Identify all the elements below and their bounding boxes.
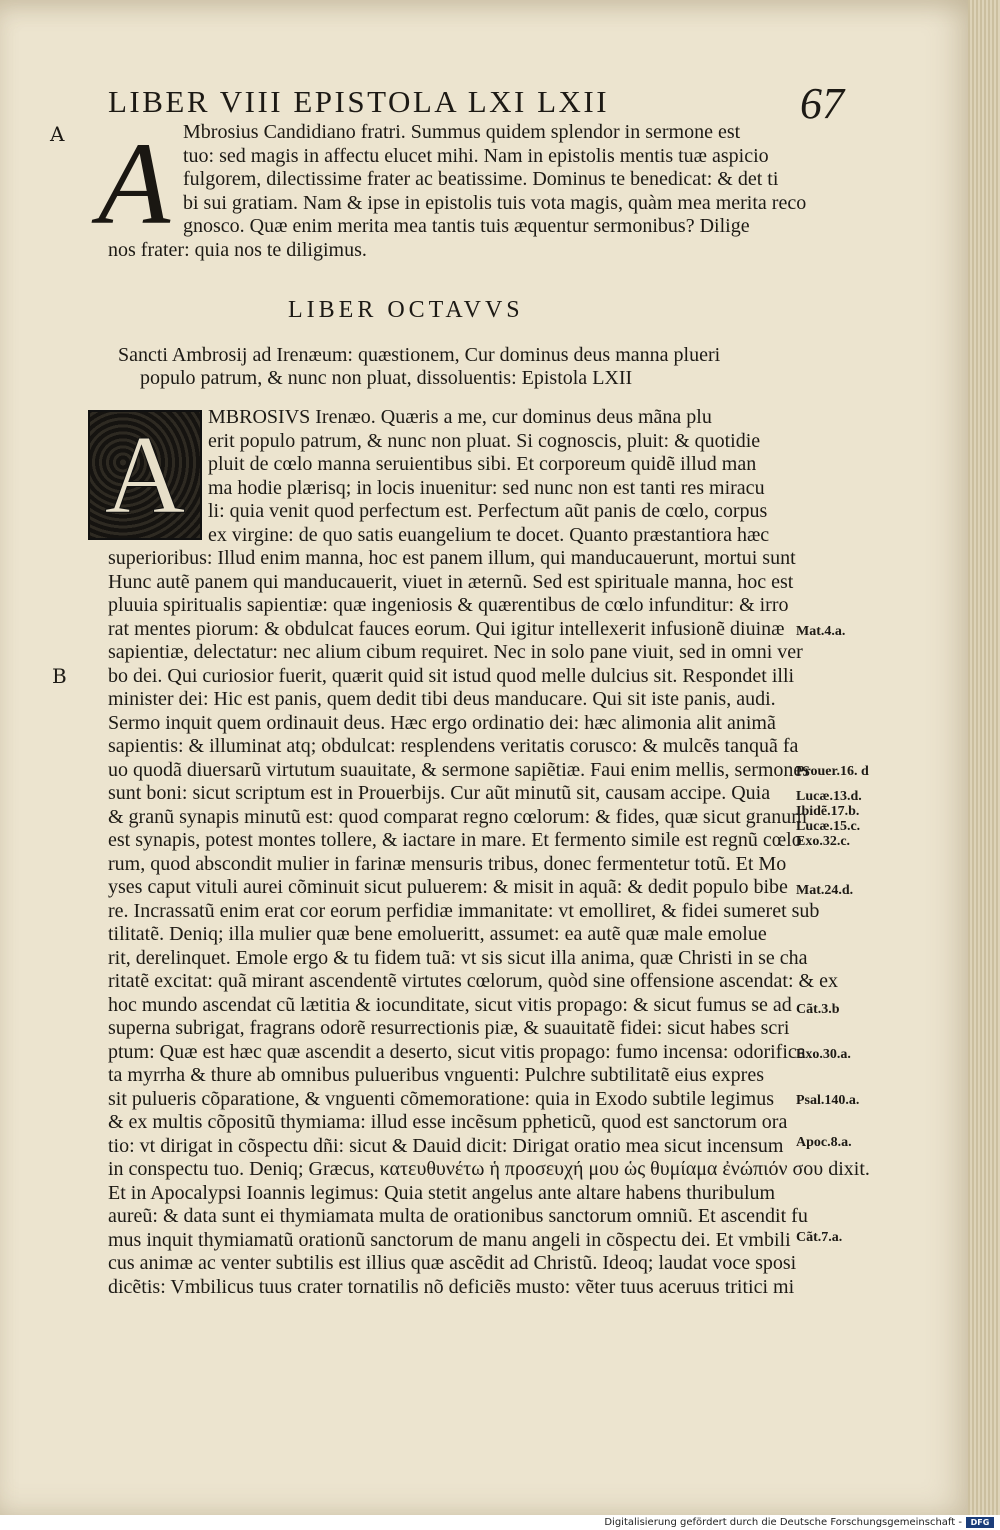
text-line: gnosco. Quæ enim merita mea tantis tuis æquentur sermonibus? Dilige xyxy=(183,215,750,237)
margin-reference: Apoc.8.a. xyxy=(796,1135,852,1150)
text-line: MBROSIVS Irenæo. Quæris a me, cur dominus deus mãna plu xyxy=(208,406,712,428)
margin-reference: Exo.30.a. xyxy=(796,1047,851,1062)
text-line: sunt boni: sicut scriptum est in Prouerbijs. Cur aũt minutũ sit, causam accipe. Quia xyxy=(108,782,771,804)
dfg-logo: DFG xyxy=(966,1517,994,1528)
text-line: erit populo patrum, & nunc non pluat. Si cognoscis, pluit: & quotidie xyxy=(208,429,761,452)
text-line: hoc mundo ascendat cũ lætitia & iocunditate, sicut vitis propago: & sicut fumus se ad xyxy=(108,993,792,1016)
margin-reference: Mat.24.d. xyxy=(796,883,854,898)
text-line: yses caput vituli aurei cõminuit sicut puluerem: & misit in aquã: & dedit populo bibe xyxy=(108,876,788,898)
epistle-61-text xyxy=(108,121,807,262)
epistle-heading-line-1: Sancti Ambrosij ad Irenæum: quæstionem, Cur dominus deus manna plueri xyxy=(118,344,721,366)
text-line: li: quia venit quod perfectum est. Perfectum aũt panis de cœlo, corpus xyxy=(208,500,768,522)
digitization-footer xyxy=(0,1515,1000,1530)
page-edge xyxy=(968,0,1000,1515)
text-line: bi sui gratiam. Nam & ipse in epistolis tuis vota magis, quàm mea merita reco xyxy=(183,191,807,214)
text-line: pluuia spiritualis sapientiæ: quæ ingeniosis & quærentibus de cœlo infunditur: & irro xyxy=(108,594,789,616)
text-line: superna subrigat, fragrans odorẽ resurrectionis piæ, & suauitatẽ fidei: sicut habes scri xyxy=(108,1017,790,1039)
text-line: est synapis, potest montes tollere, & iactare in mare. Et fermento simile est regnũ cœlo xyxy=(108,829,802,851)
text-line: re. Incrassatũ enim erat cor eorum perfidiæ immanitate: vt emolliret, & fidei sumeret sub xyxy=(108,899,820,922)
book-title: LIBER OCTAVVS xyxy=(288,297,524,323)
margin-reference: Prouer.16. d xyxy=(796,764,869,779)
margin-reference: Psal.140.a. xyxy=(796,1093,860,1108)
text-line: ex virgine: de quo satis euangelium te docet. Quanto præstantiora hæc xyxy=(208,523,770,546)
margin-reference: Cãt.7.a. xyxy=(796,1230,843,1245)
running-head: LIBER VIII EPISTOLA LXI LXII xyxy=(108,84,610,119)
text-line: rat mentes piorum: & obdulcat fauces eorum. Qui igitur intellexerit infusionẽ diuinæ xyxy=(108,617,785,640)
text-line: Sermo inquit quem ordinauit deus. Hæc ergo ordinatio dei: hæc alimonia alit animã xyxy=(108,711,776,734)
margin-reference: Lucæ.15.c. xyxy=(796,819,861,834)
text-line: & granũ synapis minutũ est: quod comparat regno cœlorum: & fides, quæ sicut granum xyxy=(108,805,807,828)
section-mark-b: B xyxy=(52,664,67,688)
text-line: uo quodã diuersarũ virtutum suauitate, & sermone sapiẽtiæ. Faui enim mellis, sermones xyxy=(108,758,811,781)
text-line: ritatẽ excitat: quã mirant ascendentẽ virtutes cœlorum, quòd sine offensione ascendat: & ex xyxy=(108,970,838,992)
margin-reference: Mat.4.a. xyxy=(796,624,846,639)
text-line: Hunc autẽ panem qui manducauerit, viuet in æternũ. Sed est spirituale manna, hoc est xyxy=(108,570,794,593)
epistle-heading-line-2: populo patrum, & nunc non pluat, dissoluentis: Epistola LXII xyxy=(140,367,633,389)
text-line: dicẽtis: Vmbilicus tuus crater tornatilis nõ deficiẽs musto: vẽter tuus aceruus tritici mi xyxy=(108,1275,795,1298)
text-line: in conspectu tuo. Deniq; Græcus, κατευθυνέτω ἡ προσευχή μου ὡς θυμίαμα ἐνώπιόν σου dixit. xyxy=(108,1158,870,1180)
text-line: sit pulueris cõparatione, & vnguenti cõmemoratione: quia in Exodo subtile legimus xyxy=(108,1087,774,1110)
margin-reference: Ibidẽ.17.b. xyxy=(796,804,860,819)
text-line: ma hodie plærisq; in locis inuenitur: sed nunc non est tanti res miracu xyxy=(208,476,765,499)
text-line: superioribus: Illud enim manna, hoc est panem illum, qui manducauerunt, mortui sunt xyxy=(108,547,796,569)
page-number: 67 xyxy=(800,79,844,128)
section-mark-a: A xyxy=(50,122,65,146)
decorated-initial-letter: A xyxy=(104,413,186,537)
text-line: aureũ: & data sunt ei thymiamata multa de orationibus sanctorum omniũ. Et ascendit fu xyxy=(108,1205,808,1227)
footer-credit: Digitalisierung gefördert durch die Deutsche Forschungsgemeinschaft - xyxy=(604,1517,962,1528)
text-line: rit, derelinquet. Emole ergo & tu fidem tuã: vt sis sicut illa anima, quæ Christi in se cha xyxy=(108,946,808,969)
text-line: rum, quod abscondit mulier in farinæ mensuris tribus, donec fermentetur totũ. Et Mo xyxy=(108,852,787,875)
text-line: sapientis: & illuminat atq; obdulcat: resplendens veritatis corusco: & mulcẽs tanquã fa xyxy=(108,735,799,757)
margin-reference: Exo.32.c. xyxy=(796,834,851,849)
text-line: ta myrrha & thure ab omnibus pulueribus vnguenti: Pulchre subtilitatẽ eius expres xyxy=(108,1064,764,1086)
text-line: Et in Apocalypsi Ioannis legimus: Quia stetit angelus ante altare habens thuribulum xyxy=(108,1181,776,1204)
text-line: ptum: Quæ est hæc quæ ascendit a deserto, sicut vitis propago: fumo incensa: odorifica xyxy=(108,1040,806,1063)
text-line: mus inquit thymiamatũ orationũ sanctorum de manu angeli in cõspectu dei. Et vmbili xyxy=(108,1228,791,1251)
text-line: bo dei. Qui curiosior fuerit, quærit quid sit istud quod melle dulcius sit. Respondet illi xyxy=(108,664,795,687)
text-line: pluit de cœlo manna seruientibus sibi. Et corporeum quidẽ illud man xyxy=(208,453,757,475)
text-line: Mbrosius Candidiano fratri. Summus quidem splendor in sermone est xyxy=(183,121,741,143)
margin-reference: Lucæ.13.d. xyxy=(796,789,862,804)
drop-cap-letter: A xyxy=(97,118,171,249)
text-line: tilitatẽ. Deniq; illa mulier quæ bene emolueritt, assumet: ea autẽ quæ male emolue xyxy=(108,923,767,945)
text-line: minister dei: Hic est panis, quem dedit tibi deus manducare. Qui sit iste panis, audi. xyxy=(108,688,776,710)
text-line: nos frater: quia nos te diligimus. xyxy=(108,238,367,261)
margin-reference: Cãt.3.b xyxy=(796,1002,840,1017)
text-line: cus animæ ac venter subtilis est illius quæ ascẽdit ad Christũ. Ideoq; laudat voce sposi xyxy=(108,1252,797,1274)
text-line: & ex multis cõpositũ thymiama: illud esse incẽsum ppheticũ, quod est sanctorum ora xyxy=(108,1111,788,1133)
text-line: fulgorem, dilectissime frater ac beatissime. Dominus te benedicat: & det ti xyxy=(183,168,779,190)
text-line: tio: vt dirigat in cõspectu dñi: sicut & Dauid dicit: Dirigat oratio mea sicut incensum xyxy=(108,1134,784,1157)
text-line: tuo: sed magis in affectu elucet mihi. Nam in epistolis mentis tuæ aspicio xyxy=(183,144,769,167)
text-line: sapientiæ, delectatur: nec alium cibum requiret. Nec in solo pane viuit, sed in omni ver xyxy=(108,641,803,663)
